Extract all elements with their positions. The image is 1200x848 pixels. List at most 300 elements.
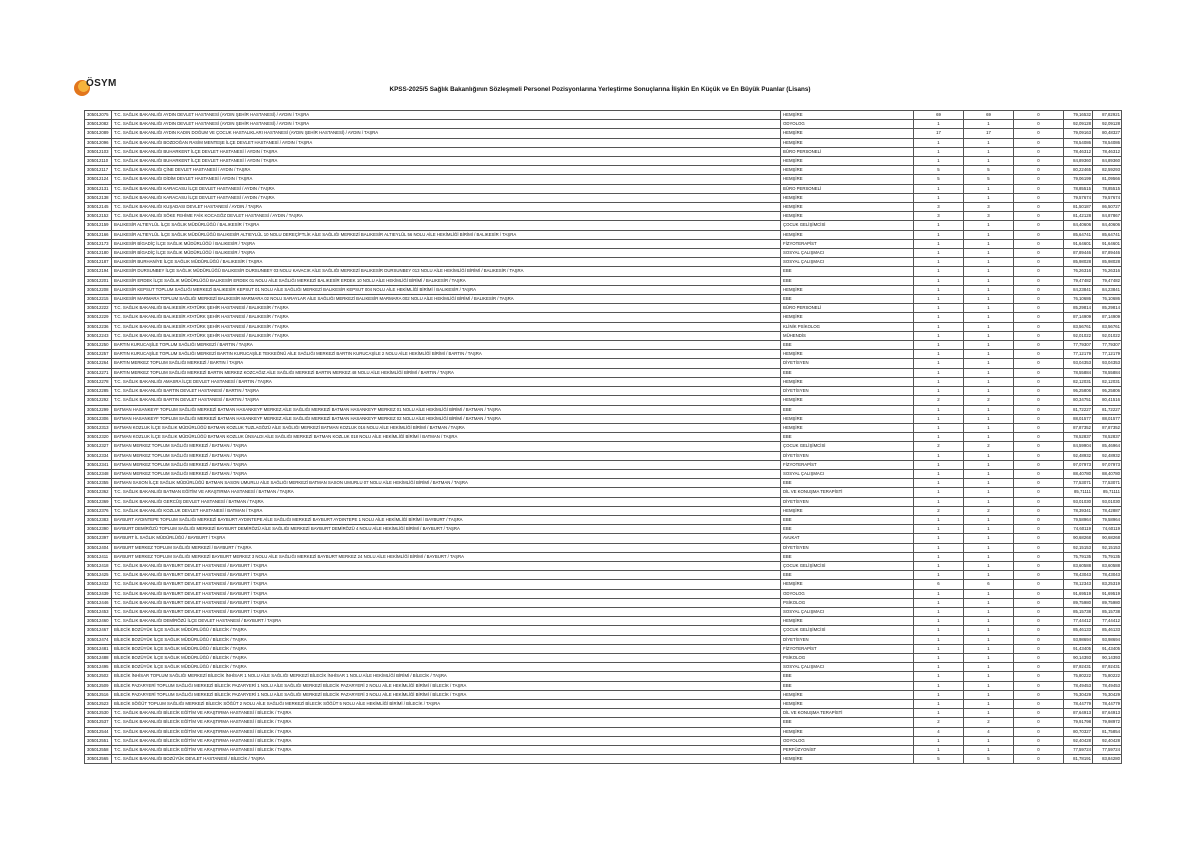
vacant-cell: 0: [1014, 442, 1064, 451]
max-score-cell: 78,85515: [1093, 184, 1122, 193]
position-code-cell: 305012313: [85, 423, 112, 432]
title-cell: ÇOCUK GELİŞİMCİSİ: [781, 442, 914, 451]
placed-cell: 1: [964, 414, 1014, 423]
institution-cell: BALIKESİR MARMARA TOPLUM SAĞLIĞI MERKEZİ BALIKESİR MARMARA 02 NOLU SARAYLAR AİLE SAĞLIĞI MERKEZİ BALIKESİR MARMARA 002 NOLU AİLE HEKİMLİĞİ BİRİMİ / BALIKESİR / TAŞRA: [112, 295, 781, 304]
quota-cell: 2: [914, 718, 964, 727]
vacant-cell: 0: [1014, 166, 1064, 175]
title-cell: EBE: [781, 672, 914, 681]
title-cell: SOSYAL ÇALIŞMACI: [781, 249, 914, 258]
max-score-cell: 84,89360: [1093, 157, 1122, 166]
min-score-cell: 87,92431: [1064, 663, 1093, 672]
max-score-cell: 85,29814: [1093, 304, 1122, 313]
position-code-cell: 305012278: [85, 377, 112, 386]
title-cell: HEMŞİRE: [781, 617, 914, 626]
title-cell: PSİKOLOG: [781, 598, 914, 607]
vacant-cell: 0: [1014, 295, 1064, 304]
min-score-cell: 84,59904: [1064, 442, 1093, 451]
title-cell: EBE: [781, 267, 914, 276]
vacant-cell: 0: [1014, 433, 1064, 442]
position-code-cell: 305012509: [85, 681, 112, 690]
institution-cell: BALIKESİR ALTIEYLÜL İLÇE SAĞLIK MÜDÜRLÜĞÜ BALIKESİR ALTIEYLÜL 10 NOLU DEREÇİFTLİK AİLE SAĞLIĞI MERKEZİ BALIKESİR ALTIEYLÜL 56 NOLU AİLE HEKİMLİĞİ BİRİMİ / BALIKESİR / TAŞRA: [112, 230, 781, 239]
max-score-cell: 80,48327: [1093, 129, 1122, 138]
max-score-cell: 81,75854: [1093, 727, 1122, 736]
max-score-cell: 81,72227: [1093, 405, 1122, 414]
vacant-cell: 0: [1014, 212, 1064, 221]
title-cell: ODYOLOG: [781, 589, 914, 598]
max-score-cell: 77,79307: [1093, 341, 1122, 350]
title-cell: EBE: [781, 525, 914, 534]
max-score-cell: 85,46133: [1093, 626, 1122, 635]
placed-cell: 5: [964, 166, 1014, 175]
table-row: [85, 598, 1122, 607]
position-code-cell: 305012096: [85, 138, 112, 147]
vacant-cell: 0: [1014, 626, 1064, 635]
quota-cell: 1: [914, 120, 964, 129]
institution-cell: T.C. SAĞLIK BAKANLIĞI GERCÜŞ DEVLET HASTANESİ / BATMAN / TAŞRA: [112, 497, 781, 506]
vacant-cell: 0: [1014, 736, 1064, 745]
max-score-cell: 78,43043: [1093, 571, 1122, 580]
placed-cell: 1: [964, 230, 1014, 239]
table-row: [85, 423, 1122, 432]
title-cell: HEMŞİRE: [781, 212, 914, 221]
table-row: [85, 644, 1122, 653]
position-code-cell: 305012152: [85, 212, 112, 221]
table-row: [85, 479, 1122, 488]
quota-cell: 1: [914, 230, 964, 239]
placed-cell: 1: [964, 497, 1014, 506]
vacant-cell: 0: [1014, 221, 1064, 230]
vacant-cell: 0: [1014, 414, 1064, 423]
title-cell: HEMŞİRE: [781, 175, 914, 184]
min-score-cell: 93,98694: [1064, 635, 1093, 644]
title-cell: DİYETİSYEN: [781, 543, 914, 552]
table-row: [85, 212, 1122, 221]
position-code-cell: 305012173: [85, 239, 112, 248]
title-cell: DİYETİSYEN: [781, 497, 914, 506]
title-cell: EBE: [781, 295, 914, 304]
vacant-cell: 0: [1014, 313, 1064, 322]
vacant-cell: 0: [1014, 589, 1064, 598]
max-score-cell: 91,69519: [1093, 589, 1122, 598]
institution-cell: BARTIN MERKEZ TOPLUM SAĞLIĞI MERKEZİ / BARTIN / TAŞRA: [112, 359, 781, 368]
min-score-cell: 78,43043: [1064, 571, 1093, 580]
placed-cell: 1: [964, 221, 1014, 230]
title-cell: SOSYAL ÇALIŞMACI: [781, 469, 914, 478]
table-row: [85, 267, 1122, 276]
max-score-cell: 79,58964: [1093, 515, 1122, 524]
title-cell: HEMŞİRE: [781, 193, 914, 202]
table-row: [85, 138, 1122, 147]
quota-cell: 1: [914, 488, 964, 497]
institution-cell: T.C. SAĞLIK BAKANLIĞI BARTIN DEVLET HASTANESİ / BARTIN / TAŞRA: [112, 387, 781, 396]
max-score-cell: 91,64601: [1093, 239, 1122, 248]
min-score-cell: 85,29814: [1064, 304, 1093, 313]
quota-cell: 1: [914, 184, 964, 193]
placed-cell: 1: [964, 377, 1014, 386]
title-cell: DİL VE KONUŞMA TERAPİSTİ: [781, 709, 914, 718]
institution-cell: BALIKESİR ERDEK İLÇE SAĞLIK MÜDÜRLÜĞÜ BALIKESİR ERDEK 01 NOLU AİLE SAĞLIĞI MERKEZİ BALIKESİR ERDEK 10 NOLU AİLE HEKİMLİĞİ BİRİMİ / BALIKESİR / TAŞRA: [112, 276, 781, 285]
table-row: [85, 534, 1122, 543]
max-score-cell: 76,10686: [1093, 295, 1122, 304]
quota-cell: 1: [914, 267, 964, 276]
institution-cell: T.C. SAĞLIK BAKANLIĞI SÖKE FEHİME FAİK KOCAGÖZ DEVLET HASTANESİ / AYDIN / TAŞRA: [112, 212, 781, 221]
max-score-cell: 79,98972: [1093, 718, 1122, 727]
institution-cell: BATMAN KOZLUK İLÇE SAĞLIK MÜDÜRLÜĞÜ BATMAN KOZLUK ÜNSALDI AİLE SAĞLIĞI MERKEZİ BATMAN KOZLUK 018 NOLU AİLE HEKİMLİĞİ BİRİMİ / BATMAN / TAŞRA: [112, 433, 781, 442]
quota-cell: 1: [914, 746, 964, 755]
institution-cell: BİLECİK İNHİSAR TOPLUM SAĞLIĞI MERKEZİ BİLECİK İNHİSAR 1 NOLU AİLE SAĞLIĞI MERKEZİ BİLECİK İNHİSAR 1 NOLU AİLE HEKİMLİĞİ BİRİMİ / BİLECİK / TAŞRA: [112, 672, 781, 681]
max-score-cell: 92,09128: [1093, 120, 1122, 129]
table-row: [85, 617, 1122, 626]
quota-cell: 1: [914, 552, 964, 561]
table-row: [85, 442, 1122, 451]
max-score-cell: 82,59293: [1093, 166, 1122, 175]
min-score-cell: 80,22465: [1064, 166, 1093, 175]
min-score-cell: 76,10686: [1064, 295, 1093, 304]
max-score-cell: 74,60119: [1093, 525, 1122, 534]
table-row: [85, 359, 1122, 368]
title-cell: EBE: [781, 479, 914, 488]
institution-cell: BİLECİK BOZÜYÜK İLÇE SAĞLIK MÜDÜRLÜĞÜ / BİLECİK / TAŞRA: [112, 635, 781, 644]
min-score-cell: 79,16532: [1064, 111, 1093, 120]
position-code-cell: 305012383: [85, 515, 112, 524]
vacant-cell: 0: [1014, 111, 1064, 120]
table-row: [85, 543, 1122, 552]
institution-cell: BALIKESİR DURSUNBEY İLÇE SAĞLIK MÜDÜRLÜĞÜ BALIKESİR DURSUNBEY 03 NOLU KAVACIK AİLE SAĞLIĞI MERKEZİ BALIKESİR DURSUNBEY 013 NOLU AİLE HEKİMLİĞİ BİRİMİ / BALIKESİR / TAŞRA: [112, 267, 781, 276]
max-score-cell: 75,79135: [1093, 552, 1122, 561]
max-score-cell: 78,52837: [1093, 433, 1122, 442]
position-code-cell: 305012075: [85, 111, 112, 120]
placed-cell: 1: [964, 368, 1014, 377]
placed-cell: 1: [964, 138, 1014, 147]
vacant-cell: 0: [1014, 276, 1064, 285]
table-row: [85, 506, 1122, 515]
quota-cell: 1: [914, 663, 964, 672]
min-score-cell: 79,47482: [1064, 276, 1093, 285]
table-row: [85, 276, 1122, 285]
institution-cell: BAYBURT İL SAĞLIK MÜDÜRLÜĞÜ / BAYBURT / TAŞRA: [112, 534, 781, 543]
quota-cell: 1: [914, 598, 964, 607]
placed-cell: 1: [964, 423, 1014, 432]
min-score-cell: 85,71111: [1064, 488, 1093, 497]
placed-cell: 1: [964, 350, 1014, 359]
min-score-cell: 77,79307: [1064, 341, 1093, 350]
position-code-cell: 305012369: [85, 497, 112, 506]
table-row: [85, 350, 1122, 359]
institution-cell: T.C. SAĞLIK BAKANLIĞI BAYBURT DEVLET HASTANESİ / BAYBURT / TAŞRA: [112, 589, 781, 598]
vacant-cell: 0: [1014, 267, 1064, 276]
min-score-cell: 76,26316: [1064, 267, 1093, 276]
vacant-cell: 0: [1014, 157, 1064, 166]
table-row: [85, 718, 1122, 727]
max-score-cell: 75,80222: [1093, 672, 1122, 681]
position-code-cell: 305012201: [85, 276, 112, 285]
position-code-cell: 305012131: [85, 184, 112, 193]
position-code-cell: 305012460: [85, 617, 112, 626]
vacant-cell: 0: [1014, 488, 1064, 497]
institution-cell: T.C. SAĞLIK BAKANLIĞI BUHARKENT İLÇE DEVLET HASTANESİ / AYDIN / TAŞRA: [112, 157, 781, 166]
placed-cell: 1: [964, 653, 1014, 662]
max-score-cell: 76,26316: [1093, 267, 1122, 276]
table-row: [85, 727, 1122, 736]
min-score-cell: 79,57674: [1064, 193, 1093, 202]
max-score-cell: 79,57674: [1093, 193, 1122, 202]
title-cell: HEMŞİRE: [781, 377, 914, 386]
quota-cell: 1: [914, 681, 964, 690]
quota-cell: 1: [914, 607, 964, 616]
max-score-cell: 88,01577: [1093, 414, 1122, 423]
position-code-cell: 305012516: [85, 690, 112, 699]
max-score-cell: 87,64913: [1093, 709, 1122, 718]
position-code-cell: 305012082: [85, 120, 112, 129]
position-code-cell: 305012551: [85, 736, 112, 745]
position-code-cell: 305012544: [85, 727, 112, 736]
position-code-cell: 305012474: [85, 635, 112, 644]
table-row: [85, 258, 1122, 267]
institution-cell: BATMAN MERKEZ TOPLUM SAĞLIĞI MERKEZİ / BATMAN / TAŞRA: [112, 469, 781, 478]
institution-cell: T.C. SAĞLIK BAKANLIĞI BATMAN EĞİTİM VE ARAŞTIRMA HASTANESİ / BATMAN / TAŞRA: [112, 488, 781, 497]
quota-cell: 1: [914, 258, 964, 267]
quota-cell: 5: [914, 166, 964, 175]
placed-cell: 1: [964, 709, 1014, 718]
table-row: [85, 626, 1122, 635]
quota-cell: 2: [914, 442, 964, 451]
position-code-cell: 305012285: [85, 387, 112, 396]
institution-cell: T.C. SAĞLIK BAKANLIĞI KUŞADASI DEVLET HASTANESİ / AYDIN / TAŞRA: [112, 203, 781, 212]
quota-cell: 1: [914, 193, 964, 202]
min-score-cell: 78,55884: [1064, 368, 1093, 377]
position-code-cell: 305012327: [85, 442, 112, 451]
vacant-cell: 0: [1014, 331, 1064, 340]
title-cell: BÜRO PERSONELİ: [781, 184, 914, 193]
table-row: [85, 552, 1122, 561]
vacant-cell: 0: [1014, 561, 1064, 570]
institution-cell: BİLECİK BOZÜYÜK İLÇE SAĞLIK MÜDÜRLÜĞÜ / BİLECİK / TAŞRA: [112, 653, 781, 662]
table-row: [85, 755, 1122, 764]
table-row: [85, 746, 1122, 755]
placed-cell: 3: [964, 212, 1014, 221]
position-code-cell: 305012495: [85, 663, 112, 672]
institution-cell: T.C. SAĞLIK BAKANLIĞI DEMİRÖZÜ İLÇE DEVLET HASTANESİ / BAYBURT / TAŞRA: [112, 617, 781, 626]
table-row: [85, 341, 1122, 350]
position-code-cell: 305012334: [85, 451, 112, 460]
placed-cell: 1: [964, 405, 1014, 414]
min-score-cell: 78,12343: [1064, 580, 1093, 589]
max-score-cell: 85,98028: [1093, 258, 1122, 267]
table-row: [85, 663, 1122, 672]
title-cell: EBE: [781, 341, 914, 350]
table-row: [85, 377, 1122, 386]
position-code-cell: 305012145: [85, 203, 112, 212]
position-code-cell: 305012467: [85, 626, 112, 635]
min-score-cell: 77,12179: [1064, 350, 1093, 359]
quota-cell: 1: [914, 405, 964, 414]
institution-cell: T.C. SAĞLIK BAKANLIĞI BİLECİK EĞİTİM VE ARAŞTIRMA HASTANESİ / BİLECİK / TAŞRA: [112, 746, 781, 755]
quota-cell: 1: [914, 249, 964, 258]
institution-cell: BARTIN MERKEZ TOPLUM SAĞLIĞI MERKEZİ BARTIN MERKEZ KOZCAĞIZ AİLE SAĞLIĞI MERKEZİ BARTIN MERKEZ 48 NOLU AİLE HEKİMLİĞİ BİRİMİ / BARTIN / TAŞRA: [112, 368, 781, 377]
position-code-cell: 305012558: [85, 746, 112, 755]
institution-cell: T.C. SAĞLIK BAKANLIĞI AYDIN KADIN DOĞUM VE ÇOCUK HASTALIKLARI HASTANESİ (AYDIN ŞEHİR HASTANESİ) / AYDIN / TAŞRA: [112, 129, 781, 138]
max-score-cell: 93,01030: [1093, 497, 1122, 506]
quota-cell: 1: [914, 626, 964, 635]
max-score-cell: 97,07973: [1093, 460, 1122, 469]
min-score-cell: 90,14393: [1064, 653, 1093, 662]
table-row: [85, 322, 1122, 331]
institution-cell: T.C. SAĞLIK BAKANLIĞI BİLECİK EĞİTİM VE ARAŞTIRMA HASTANESİ / BİLECİK / TAŞRA: [112, 709, 781, 718]
title-cell: HEMŞİRE: [781, 157, 914, 166]
vacant-cell: 0: [1014, 469, 1064, 478]
table-row: [85, 469, 1122, 478]
document-title: KPSS-2025/5 Sağlık Bakanlığının Sözleşmeli Personel Pozisyonlarına Yerleştirme Sonuçlarına İlişkin En Küçük ve En Büyük Puanlar (Lisans): [389, 86, 811, 93]
title-cell: HEMŞİRE: [781, 138, 914, 147]
table-row: [85, 157, 1122, 166]
max-score-cell: 91,43405: [1093, 644, 1122, 653]
vacant-cell: 0: [1014, 506, 1064, 515]
table-row: [85, 488, 1122, 497]
quota-cell: 1: [914, 525, 964, 534]
placed-cell: 1: [964, 276, 1014, 285]
title-cell: ODYOLOG: [781, 736, 914, 745]
institution-cell: T.C. SAĞLIK BAKANLIĞI ÇİNE DEVLET HASTANESİ / AYDIN / TAŞRA: [112, 166, 781, 175]
placed-cell: 2: [964, 506, 1014, 515]
position-code-cell: 305012530: [85, 709, 112, 718]
quota-cell: 3: [914, 212, 964, 221]
table-row: [85, 460, 1122, 469]
placed-cell: 1: [964, 598, 1014, 607]
vacant-cell: 0: [1014, 607, 1064, 616]
vacant-cell: 0: [1014, 239, 1064, 248]
min-score-cell: 87,64913: [1064, 709, 1093, 718]
title-cell: HEMŞİRE: [781, 755, 914, 764]
placed-cell: 1: [964, 359, 1014, 368]
placed-cell: 1: [964, 543, 1014, 552]
min-score-cell: 85,15738: [1064, 607, 1093, 616]
quota-cell: 1: [914, 700, 964, 709]
min-score-cell: 81,50187: [1064, 203, 1093, 212]
title-cell: ODYOLOG: [781, 120, 914, 129]
institution-cell: BATMAN SASON İLÇE SAĞLIK MÜDÜRLÜĞÜ BATMAN SASON UMURLU AİLE SAĞLIĞI MERKEZİ BATMAN SASON UMURLU 07 NOLU AİLE HEKİMLİĞİ BİRİMİ / BATMAN / TAŞRA: [112, 479, 781, 488]
max-score-cell: 93,04353: [1093, 359, 1122, 368]
quota-cell: 1: [914, 469, 964, 478]
quota-cell: 1: [914, 644, 964, 653]
title-cell: ÇOCUK GELİŞİMCİSİ: [781, 221, 914, 230]
table-row: [85, 709, 1122, 718]
title-cell: DİYETİSYEN: [781, 635, 914, 644]
title-cell: HEMŞİRE: [781, 700, 914, 709]
quota-cell: 1: [914, 433, 964, 442]
min-score-cell: 78,49453: [1064, 681, 1093, 690]
quota-cell: 1: [914, 157, 964, 166]
institution-cell: BALIKESİR ALTIEYLÜL İLÇE SAĞLIK MÜDÜRLÜĞÜ / BALIKESİR / TAŞRA: [112, 221, 781, 230]
max-score-cell: 92,48932: [1093, 451, 1122, 460]
table-row: [85, 580, 1122, 589]
placed-cell: 4: [964, 727, 1014, 736]
placed-cell: 1: [964, 120, 1014, 129]
title-cell: EBE: [781, 368, 914, 377]
table-row: [85, 607, 1122, 616]
quota-cell: 1: [914, 515, 964, 524]
max-score-cell: 83,56761: [1093, 322, 1122, 331]
placed-cell: 1: [964, 617, 1014, 626]
min-score-cell: 78,39341: [1064, 506, 1093, 515]
vacant-cell: 0: [1014, 350, 1064, 359]
min-score-cell: 84,89360: [1064, 157, 1093, 166]
title-cell: HEMŞİRE: [781, 423, 914, 432]
vacant-cell: 0: [1014, 129, 1064, 138]
placed-cell: 1: [964, 460, 1014, 469]
min-score-cell: 77,59724: [1064, 746, 1093, 755]
vacant-cell: 0: [1014, 534, 1064, 543]
placed-cell: 6: [964, 580, 1014, 589]
table-row: [85, 147, 1122, 156]
table-row: [85, 120, 1122, 129]
placed-cell: 1: [964, 681, 1014, 690]
min-score-cell: 87,14909: [1064, 313, 1093, 322]
vacant-cell: 0: [1014, 672, 1064, 681]
position-code-cell: 305012432: [85, 580, 112, 589]
institution-cell: BAYBURT MERKEZ TOPLUM SAĞLIĞI MERKEZİ BAYBURT MERKEZ 3 NOLU AİLE SAĞLIĞI MERKEZİ BAYBURT MERKEZ 24 NOLU AİLE HEKİMLİĞİ BİRİMİ / BAYBURT / TAŞRA: [112, 552, 781, 561]
position-code-cell: 305012138: [85, 193, 112, 202]
min-score-cell: 92,15153: [1064, 543, 1093, 552]
placed-cell: 1: [964, 635, 1014, 644]
placed-cell: 1: [964, 239, 1014, 248]
table-row: [85, 285, 1122, 294]
min-score-cell: 83,60588: [1064, 561, 1093, 570]
max-score-cell: 93,98694: [1093, 635, 1122, 644]
quota-cell: 1: [914, 368, 964, 377]
institution-cell: BALIKESİR KEPSUT TOPLUM SAĞLIĞI MERKEZİ BALIKESİR KEPSUT 01 NOLU AİLE SAĞLIĞI MERKEZİ BALIKESİR KEPSUT 004 NOLU AİLE HEKİMLİĞİ BİRİMİ / BALIKESİR / TAŞRA: [112, 285, 781, 294]
position-code-cell: 305012250: [85, 341, 112, 350]
position-code-cell: 305012446: [85, 598, 112, 607]
quota-cell: 6: [914, 580, 964, 589]
min-score-cell: 89,75980: [1064, 598, 1093, 607]
quota-cell: 1: [914, 635, 964, 644]
max-score-cell: 92,15153: [1093, 543, 1122, 552]
position-code-cell: 305012264: [85, 359, 112, 368]
position-code-cell: 305012411: [85, 552, 112, 561]
position-code-cell: 305012089: [85, 129, 112, 138]
vacant-cell: 0: [1014, 230, 1064, 239]
max-score-cell: 77,44412: [1093, 617, 1122, 626]
position-code-cell: 305012348: [85, 469, 112, 478]
min-score-cell: 74,60119: [1064, 525, 1093, 534]
position-code-cell: 305012306: [85, 414, 112, 423]
institution-cell: BALIKESİR BURHANİYE İLÇE SAĞLIK MÜDÜRLÜĞÜ / BALIKESİR / TAŞRA: [112, 258, 781, 267]
position-code-cell: 305012355: [85, 479, 112, 488]
placed-cell: 1: [964, 451, 1014, 460]
placed-cell: 1: [964, 469, 1014, 478]
min-score-cell: 88,01577: [1064, 414, 1093, 423]
min-score-cell: 78,85515: [1064, 184, 1093, 193]
title-cell: EBE: [781, 552, 914, 561]
quota-cell: 1: [914, 221, 964, 230]
min-score-cell: 77,44412: [1064, 617, 1093, 626]
vacant-cell: 0: [1014, 700, 1064, 709]
institution-cell: T.C. SAĞLIK BAKANLIĞI BİLECİK EĞİTİM VE ARAŞTIRMA HASTANESİ / BİLECİK / TAŞRA: [112, 736, 781, 745]
vacant-cell: 0: [1014, 368, 1064, 377]
vacant-cell: 0: [1014, 322, 1064, 331]
institution-cell: T.C. SAĞLIK BAKANLIĞI BAYBURT DEVLET HASTANESİ / BAYBURT / TAŞRA: [112, 598, 781, 607]
table-row: [85, 571, 1122, 580]
quota-cell: 2: [914, 396, 964, 405]
table-row: [85, 561, 1122, 570]
max-score-cell: 83,60588: [1093, 561, 1122, 570]
quota-cell: 1: [914, 423, 964, 432]
max-score-cell: 90,14393: [1093, 653, 1122, 662]
institution-cell: T.C. SAĞLIK BAKANLIĞI AYDIN DEVLET HASTANESİ (AYDIN ŞEHİR HASTANESİ) / AYDIN / TAŞRA: [112, 111, 781, 120]
quota-cell: 1: [914, 331, 964, 340]
institution-cell: T.C. SAĞLIK BAKANLIĞI BALIKESİR ATATÜRK ŞEHİR HASTANESİ / BALIKESİR / TAŞRA: [112, 304, 781, 313]
quota-cell: 1: [914, 313, 964, 322]
